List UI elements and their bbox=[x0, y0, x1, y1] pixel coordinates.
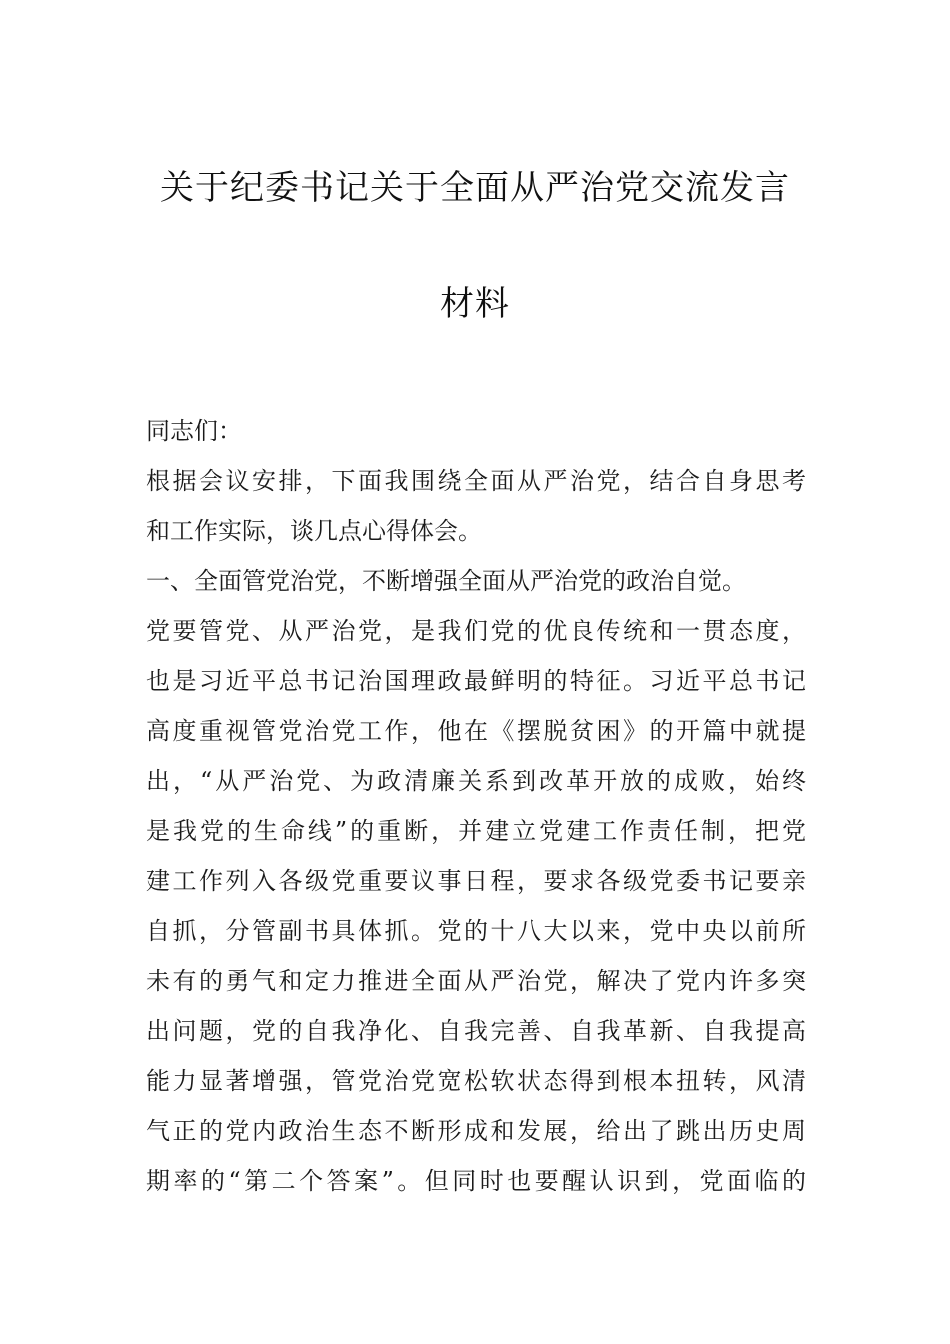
paragraph-line: 出问题，党的自我净化、自我完善、自我革新、自我提高 bbox=[146, 1017, 806, 1045]
salutation: 同志们： bbox=[146, 417, 242, 445]
paragraph-line: 和工作实际，谈几点心得体会。 bbox=[146, 517, 482, 545]
document-title-line-2: 材料 bbox=[440, 284, 510, 324]
paragraph-line: 根据会议安排，下面我围绕全面从严治党，结合自身思考 bbox=[146, 467, 806, 495]
paragraph-line: 高度重视管党治党工作，他在《摆脱贫困》的开篇中就提 bbox=[146, 717, 806, 745]
paragraph-line: 党要管党、从严治党，是我们党的优良传统和一贯态度， bbox=[146, 617, 806, 645]
paragraph-line: 自抓，分管副书具体抓。党的十八大以来，党中央以前所 bbox=[146, 917, 806, 945]
paragraph-line: 期率的“第二个答案”。但同时也要醒认识到，党面临的 bbox=[146, 1167, 806, 1195]
paragraph-line: 也是习近平总书记治国理政最鲜明的特征。习近平总书记 bbox=[146, 667, 806, 695]
paragraph-line: 能力显著增强，管党治党宽松软状态得到根本扭转，风清 bbox=[146, 1067, 806, 1095]
paragraph-line: 建工作列入各级党重要议事日程，要求各级党委书记要亲 bbox=[146, 867, 806, 895]
paragraph-line: 出，“从严治党、为政清廉关系到改革开放的成败，始终 bbox=[146, 767, 806, 795]
section-heading: 一、全面管党治党，不断增强全面从严治党的政治自觉。 bbox=[146, 567, 746, 595]
paragraph-line: 未有的勇气和定力推进全面从严治党，解决了党内许多突 bbox=[146, 967, 806, 995]
paragraph-line: 气正的党内政治生态不断形成和发展，给出了跳出历史周 bbox=[146, 1117, 806, 1145]
paragraph-line: 是我党的生命线”的重断，并建立党建工作责任制，把党 bbox=[146, 817, 806, 845]
document-title-line-1: 关于纪委书记关于全面从严治党交流发言 bbox=[160, 168, 790, 208]
